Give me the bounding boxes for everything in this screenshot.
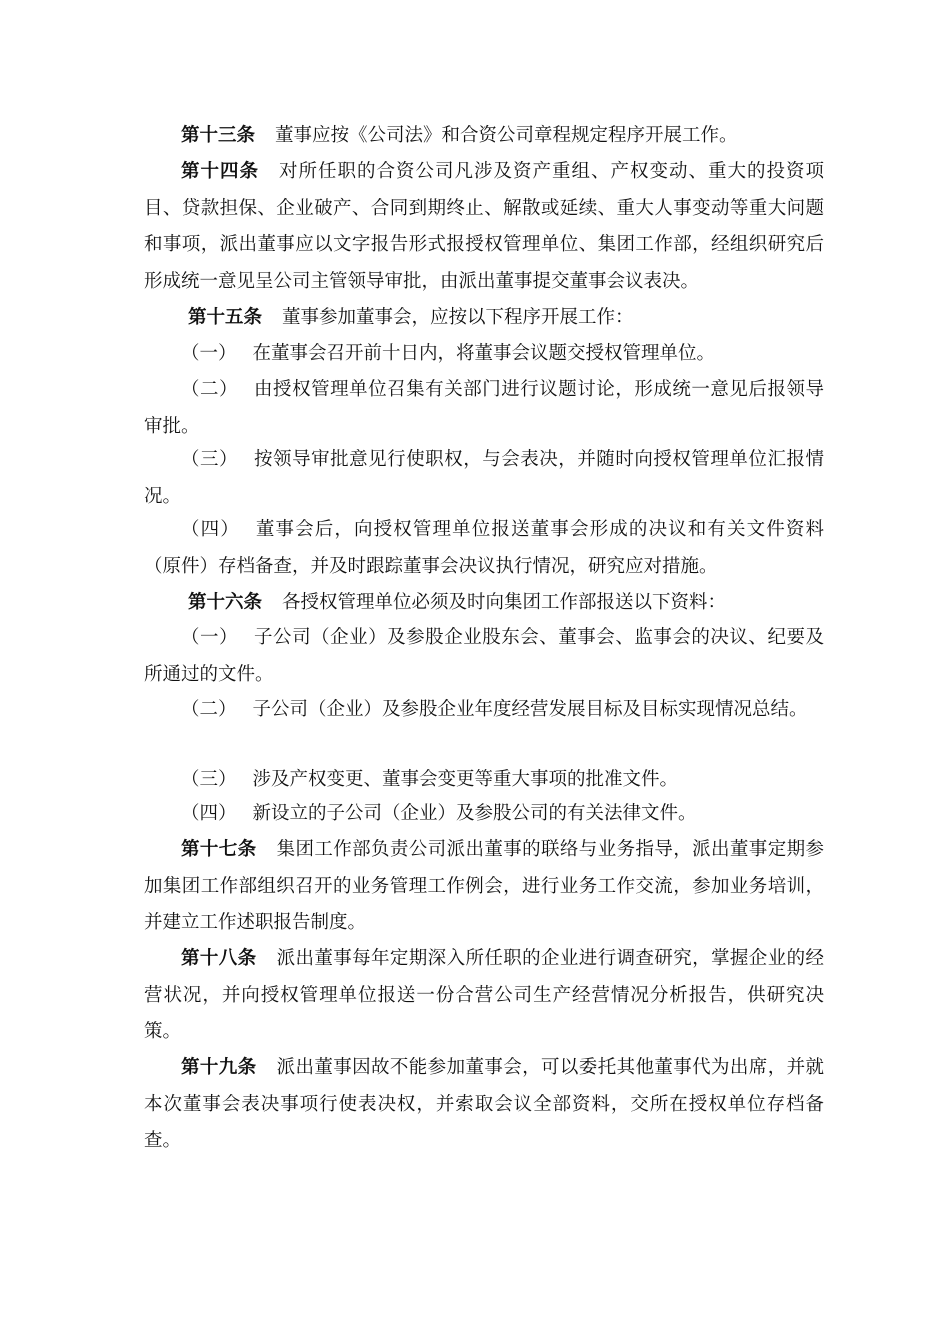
item-label: （一） (181, 627, 239, 648)
list-item (144, 762, 824, 799)
list-item (144, 336, 824, 373)
item-text: 子公司（企业）及参股企业年度经营发展目标及目标实现情况总结。 (252, 699, 808, 720)
article-14 (144, 154, 824, 300)
article-label: 第十八条 (181, 948, 257, 969)
article-label: 第十六条 (188, 592, 263, 613)
item-label: （四） (181, 803, 237, 824)
article-text: 集团工作部负责公司派出董事的联络与业务指导，派出董事定期参加集团工作部组织召开的业务管理工作例会，进行业务工作交流，参加业务培训，并建立工作述职报告制度。 (144, 839, 824, 933)
article-19 (144, 1050, 824, 1160)
item-label: （二） (181, 379, 239, 400)
article-text: 各授权管理单位必须及时向集团工作部报送以下资料： (282, 592, 727, 613)
article-text: 董事应按《公司法》和合资公司章程规定程序开展工作。 (275, 125, 738, 146)
article-15 (144, 300, 824, 337)
item-text: 在董事会召开前十日内，将董事会议题交授权管理单位。 (252, 343, 716, 364)
item-label: （三） (181, 449, 239, 470)
article-label: 第十九条 (181, 1057, 257, 1078)
article-text: 派出董事因故不能参加董事会，可以委托其他董事代为出席，并就本次董事会表决事项行使表决权，并索取会议全部资料，交所在授权单位存档备查。 (144, 1057, 824, 1151)
item-label: （三） (181, 769, 237, 790)
article-18 (144, 941, 824, 1051)
list-item (144, 692, 824, 729)
article-17 (144, 832, 824, 942)
item-text: 新设立的子公司（企业）及参股公司的有关法律文件。 (252, 803, 697, 824)
article-text: 派出董事每年定期深入所任职的企业进行调查研究，掌握企业的经营状况，并向授权管理单位报送一份合营公司生产经营情况分析报告，供研究决策。 (144, 948, 824, 1042)
article-13 (144, 118, 824, 155)
item-label: （四） (181, 519, 240, 540)
list-item (144, 796, 824, 833)
article-text: 对所任职的合资公司凡涉及资产重组、产权变动、重大的投资项目、贷款担保、企业破产、合同到期终止、解散或延续、重大人事变动等重大问题和事项，派出董事应以文字报告形式报授权管理单位、集团工作部，经组织研究后形成统一意见呈公司主管领导审批，由派出董事提交董事会议表决。 (144, 161, 824, 292)
article-16 (144, 585, 824, 622)
article-label: 第十五条 (188, 307, 263, 328)
article-label: 第十三条 (181, 125, 256, 146)
item-text: 董事会后，向授权管理单位报送董事会形成的决议和有关文件资料（原件）存档备查，并及时跟踪董事会决议执行情况，研究应对措施。 (144, 519, 824, 577)
item-label: （一） (181, 343, 237, 364)
article-label: 第十四条 (181, 161, 259, 182)
article-text: 董事参加董事会，应按以下程序开展工作： (282, 307, 634, 328)
item-text: 按领导审批意见行使职权，与会表决，并随时向授权管理单位汇报情况。 (144, 449, 824, 507)
list-item (144, 442, 824, 515)
item-text: 子公司（企业）及参股企业股东会、董事会、监事会的决议、纪要及所通过的文件。 (144, 627, 824, 685)
item-text: 涉及产权变更、董事会变更等重大事项的批准文件。 (252, 769, 679, 790)
item-label: （二） (181, 699, 237, 720)
list-item (144, 372, 824, 445)
item-text: 由授权管理单位召集有关部门进行议题讨论，形成统一意见后报领导审批。 (144, 379, 824, 437)
article-label: 第十七条 (181, 839, 257, 860)
list-item (144, 620, 824, 693)
list-item (144, 512, 824, 585)
